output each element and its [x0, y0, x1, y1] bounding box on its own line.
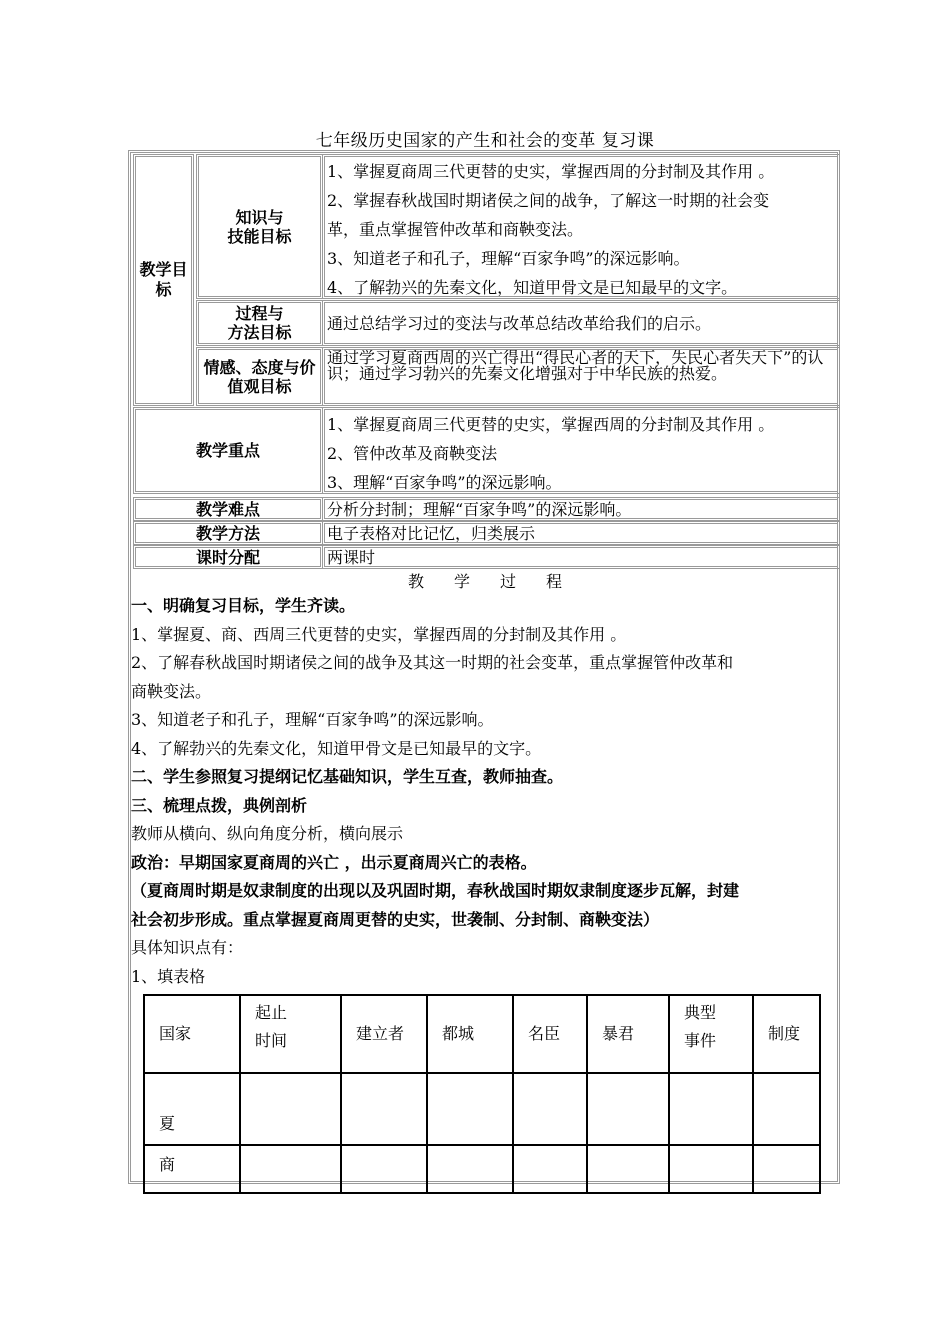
process-goal: 通过总结学习过的变法与改革总结改革给我们的启示。 [322, 300, 840, 346]
header-cell: 起止 时间 [240, 995, 341, 1073]
blank-cell[interactable] [753, 1145, 820, 1193]
focus-item: 1、掌握夏商周三代更替的史实，掌握西周的分封制及其作用 。 [327, 415, 775, 434]
blank-cell[interactable] [587, 1073, 669, 1145]
header-cell: 建立者 [341, 995, 427, 1073]
blank-cell[interactable] [587, 1145, 669, 1193]
row-label: 商 [144, 1145, 240, 1193]
blank-cell[interactable] [669, 1073, 753, 1145]
table-header-row [144, 995, 820, 1073]
method-text: 电子表格对比记忆，归类展示 [322, 521, 840, 545]
teaching-process [131, 572, 839, 991]
knowledge-item: 3、知道老子和孔子，理解“百家争鸣”的深远影响。 [327, 249, 690, 268]
method-label: 教学方法 [133, 521, 323, 545]
header-cell: 暴君 [587, 995, 669, 1073]
blank-cell[interactable] [341, 1145, 427, 1193]
section-heading: 三、梳理点拨，典例剖析 [131, 795, 308, 815]
process-heading: 教学过程 [407, 572, 592, 591]
list-item: 3、知道老子和孔子，理解“百家争鸣”的深远影响。 [131, 710, 494, 729]
hours-text: 两课时 [322, 545, 840, 569]
paragraph: 具体知识点有： [131, 938, 244, 957]
list-item: 2、了解春秋战国时期诸侯之间的战争及其这一时期的社会变革，重点掌握管仲改革和 [131, 653, 734, 672]
difficulty-text: 分析分封制；理解“百家争鸣”的深远影响。 [322, 497, 840, 521]
knowledge-item: 革，重点掌握管仲改革和商鞅变法。 [327, 220, 584, 239]
list-item: 商鞅变法。 [131, 681, 212, 701]
blank-cell[interactable] [240, 1073, 341, 1145]
blank-cell[interactable] [513, 1073, 587, 1145]
paragraph: 教师从横向、纵向角度分析，横向展示 [131, 824, 404, 843]
blank-cell[interactable] [753, 1073, 820, 1145]
section-heading: 二、学生参照复习提纲记忆基础知识，学生互查，教师抽查。 [131, 767, 564, 786]
fill-table-label: 1、填表格 [131, 966, 206, 986]
header-cell: 名臣 [513, 995, 587, 1073]
row-label: 夏 [144, 1073, 240, 1145]
blank-cell[interactable] [240, 1145, 341, 1193]
politics-heading: 政治：早期国家夏商周的兴亡 ，出示夏商周兴亡的表格。 [131, 852, 537, 872]
process-label: 过程与 方法目标 [196, 300, 323, 346]
focus-item: 2、管仲改革及商鞅变法 [327, 444, 498, 463]
note-line: 社会初步形成。重点掌握夏商周更替的史实，世袭制、分封制、商鞅变法） [131, 909, 660, 929]
focus-item: 3、理解“百家争鸣”的深远影响。 [327, 473, 562, 492]
blank-cell[interactable] [427, 1145, 513, 1193]
knowledge-goals [322, 154, 840, 299]
knowledge-label: 知识与 技能目标 [196, 154, 323, 299]
difficulty-label: 教学难点 [133, 497, 323, 521]
knowledge-item: 2、掌握春秋战国时期诸侯之间的战争，了解这一时期的社会变 [327, 191, 770, 210]
table-row [144, 1145, 820, 1193]
list-item: 4、了解勃兴的先秦文化，知道甲骨文是已知最早的文字。 [131, 738, 542, 758]
table-row [144, 1073, 820, 1145]
emotion-goal: 通过学习夏商西周的兴亡得出“得民心者的天下，失民心者失天下”的认识；通过学习勃兴的先秦文化增强对于中华民族的热爱。 [322, 347, 840, 406]
focus-label: 教学重点 [133, 407, 323, 494]
blank-cell[interactable] [513, 1145, 587, 1193]
header-cell: 都城 [427, 995, 513, 1073]
header-cell: 典型 事件 [669, 995, 753, 1073]
knowledge-item: 4、了解勃兴的先秦文化，知道甲骨文是已知最早的文字。 [327, 278, 738, 297]
header-cell: 制度 [753, 995, 820, 1073]
note-line: （夏商周时期是奴隶制度的出现以及巩固时期，春秋战国时期奴隶制度逐步瓦解，封建 [131, 881, 740, 900]
header-cell: 国家 [144, 995, 240, 1073]
list-item: 1、掌握夏、商、西周三代更替的史实，掌握西周的分封制及其作用 。 [131, 624, 627, 644]
blank-cell[interactable] [341, 1073, 427, 1145]
goals-label: 教学目标 [133, 154, 194, 406]
knowledge-item: 1、掌握夏商周三代更替的史实，掌握西周的分封制及其作用 。 [327, 162, 775, 181]
dynasty-fill-table [143, 994, 821, 1194]
blank-cell[interactable] [669, 1145, 753, 1193]
blank-cell[interactable] [427, 1073, 513, 1145]
emotion-label: 情感、态度与价 值观目标 [196, 347, 323, 406]
focus-items [322, 407, 840, 494]
hours-label: 课时分配 [133, 545, 323, 569]
section-heading: 一、明确复习目标，学生齐读。 [131, 596, 356, 615]
document-title: 七年级历史国家的产生和社会的变革 复习课 [315, 131, 655, 151]
